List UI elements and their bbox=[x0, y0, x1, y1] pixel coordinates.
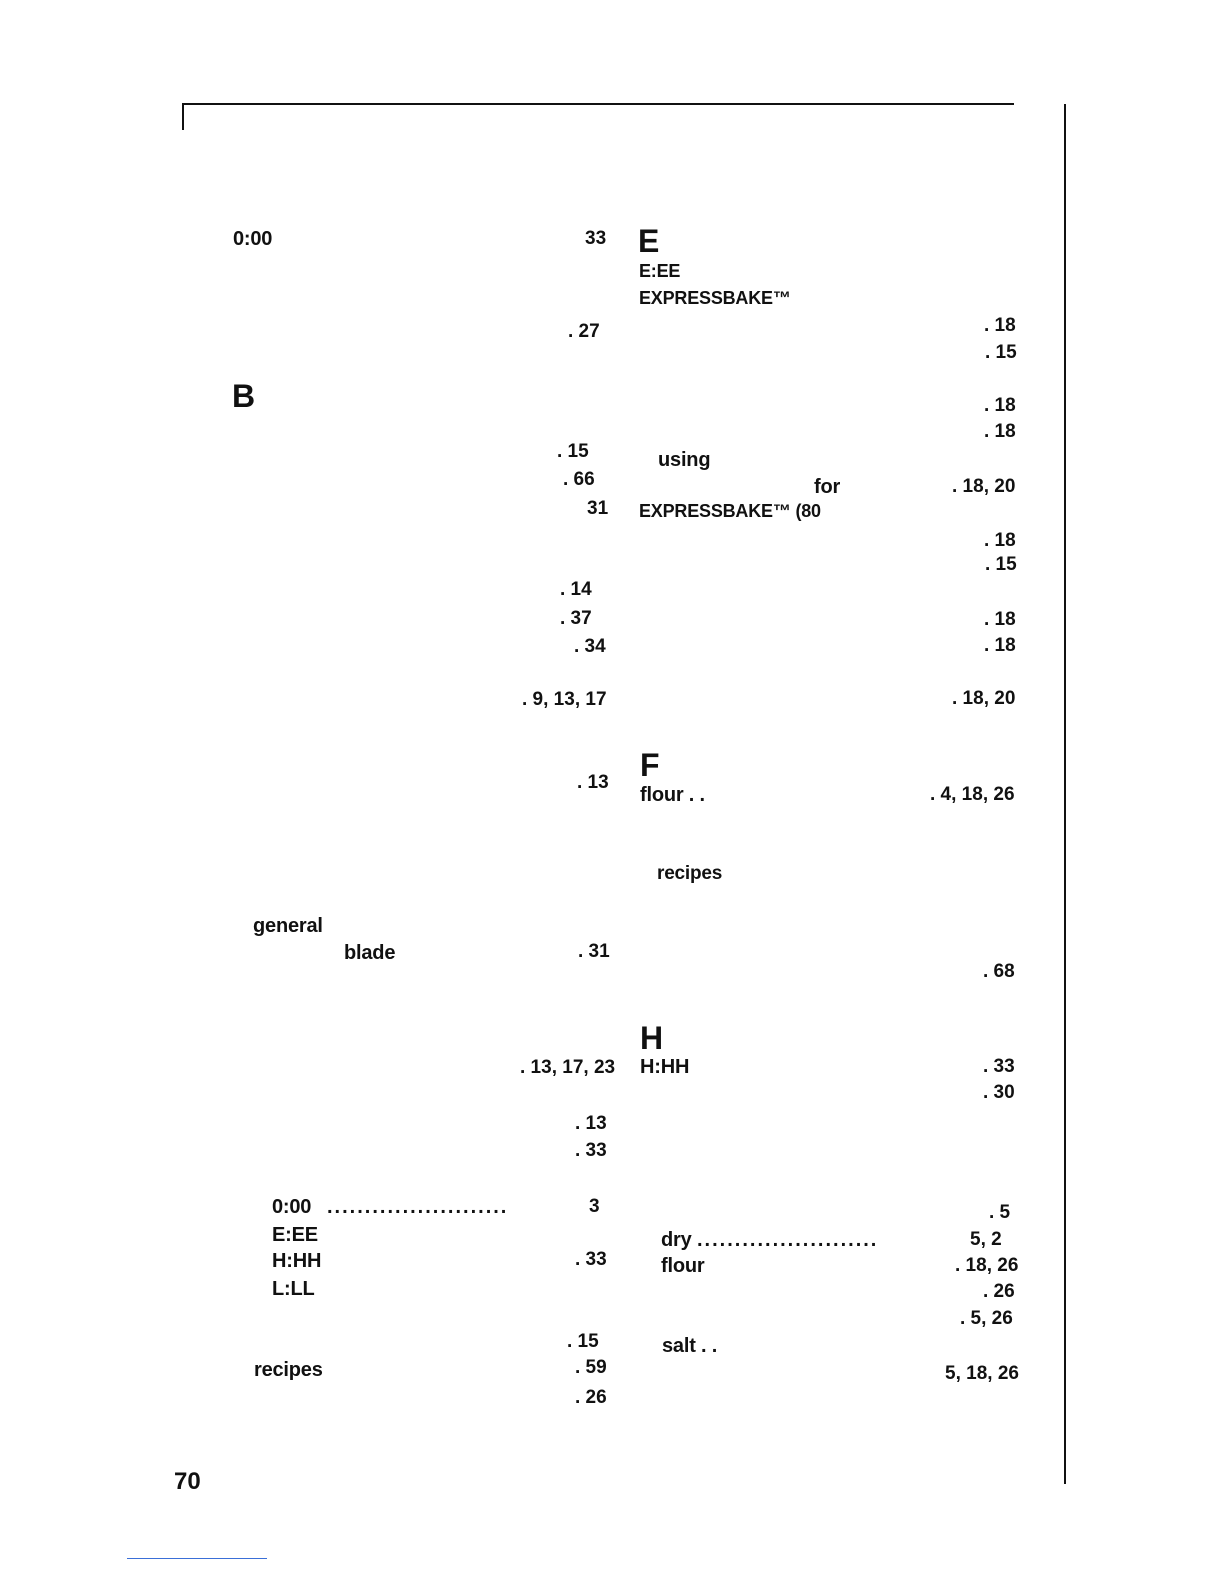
index-page-ref: . 13, 17, 23 bbox=[520, 1057, 616, 1078]
section-letter-h: H bbox=[640, 1020, 664, 1056]
index-page-ref: . 18 bbox=[984, 395, 1016, 416]
index-page-ref: . 34 bbox=[574, 636, 606, 657]
index-subentry: using bbox=[658, 449, 711, 471]
dot-leader: ........................ bbox=[697, 1229, 879, 1251]
index-page-ref: . 15 bbox=[567, 1331, 599, 1352]
dot-leader: ........................ bbox=[327, 1196, 509, 1218]
index-page-ref: . 37 bbox=[560, 608, 592, 629]
right-margin-rule bbox=[1064, 104, 1066, 1484]
index-subentry: recipes bbox=[657, 863, 723, 884]
index-page-ref: . 18 bbox=[984, 530, 1016, 551]
page-number: 70 bbox=[174, 1468, 201, 1495]
index-page-ref: . 14 bbox=[560, 579, 592, 600]
index-page-ref: 5, 18, 26 bbox=[945, 1363, 1019, 1384]
index-page-ref: . 68 bbox=[983, 961, 1015, 982]
index-entry-label: H:HH bbox=[640, 1056, 690, 1078]
index-page-ref: . 15 bbox=[985, 342, 1017, 363]
index-page-ref: . 18, 26 bbox=[955, 1255, 1019, 1276]
index-page-ref: . 13 bbox=[575, 1113, 607, 1134]
index-subentry: dry bbox=[661, 1229, 692, 1251]
index-page-ref: . 5 bbox=[989, 1202, 1011, 1223]
index-page-ref: . 18 bbox=[984, 315, 1016, 336]
index-page-ref: . 59 bbox=[575, 1357, 607, 1378]
index-page-ref: . 26 bbox=[983, 1281, 1015, 1302]
index-page-ref: . 31 bbox=[578, 941, 610, 962]
index-page-ref: . 18 bbox=[984, 421, 1016, 442]
index-entry-label: EXPRESSBAKE™ bbox=[639, 288, 791, 308]
index-page-ref: . 18, 20 bbox=[952, 476, 1016, 497]
index-subentry: blade bbox=[344, 942, 396, 964]
index-subentry: flour bbox=[661, 1255, 705, 1277]
index-page-ref: . 18 bbox=[984, 609, 1016, 630]
index-page-ref: . 18 bbox=[984, 635, 1016, 656]
index-entry-label: EXPRESSBAKE™ (80 bbox=[639, 501, 821, 521]
header-rule-tick bbox=[182, 104, 184, 130]
index-subentry: E:EE bbox=[272, 1224, 318, 1246]
index-page-ref: . 26 bbox=[575, 1387, 607, 1408]
index-entry-label: 0:00 bbox=[233, 228, 273, 250]
index-page-ref: 3 bbox=[589, 1196, 600, 1217]
index-subentry: general bbox=[253, 915, 323, 937]
index-subentry: L:LL bbox=[272, 1278, 315, 1300]
index-page-ref: . 30 bbox=[983, 1082, 1015, 1103]
index-page-ref: . 27 bbox=[568, 321, 600, 342]
index-page-ref: . 5, 26 bbox=[960, 1308, 1013, 1329]
index-page-ref: 31 bbox=[587, 498, 609, 519]
index-page-ref: . 15 bbox=[985, 554, 1017, 575]
link-underline bbox=[127, 1558, 267, 1559]
section-letter-b: B bbox=[232, 378, 256, 414]
index-subentry: recipes bbox=[254, 1359, 323, 1381]
index-entry-label: flour . . bbox=[640, 784, 705, 806]
index-subentry: for bbox=[814, 476, 841, 498]
index-page-ref: 5, 2 bbox=[970, 1229, 1002, 1250]
index-page-ref: . 9, 13, 17 bbox=[522, 689, 607, 710]
index-page-ref: . 4, 18, 26 bbox=[930, 784, 1015, 805]
index-entry-label: E:EE bbox=[639, 261, 681, 281]
index-subentry: salt . . bbox=[662, 1335, 718, 1357]
index-page-ref: . 33 bbox=[575, 1140, 607, 1161]
index-page-ref: . 15 bbox=[557, 441, 589, 462]
index-page-ref: . 66 bbox=[563, 469, 595, 490]
section-letter-f: F bbox=[640, 747, 660, 783]
index-page-ref: . 33 bbox=[575, 1249, 607, 1270]
index-page-ref: . 18, 20 bbox=[952, 688, 1016, 709]
header-rule bbox=[182, 103, 1014, 105]
section-letter-e: E bbox=[638, 223, 660, 259]
index-subentry: H:HH bbox=[272, 1250, 322, 1272]
index-page-ref: . 13 bbox=[577, 772, 609, 793]
index-page-ref: . 33 bbox=[983, 1056, 1015, 1077]
index-page-ref: 33 bbox=[585, 228, 607, 249]
index-subentry: 0:00 bbox=[272, 1196, 312, 1218]
